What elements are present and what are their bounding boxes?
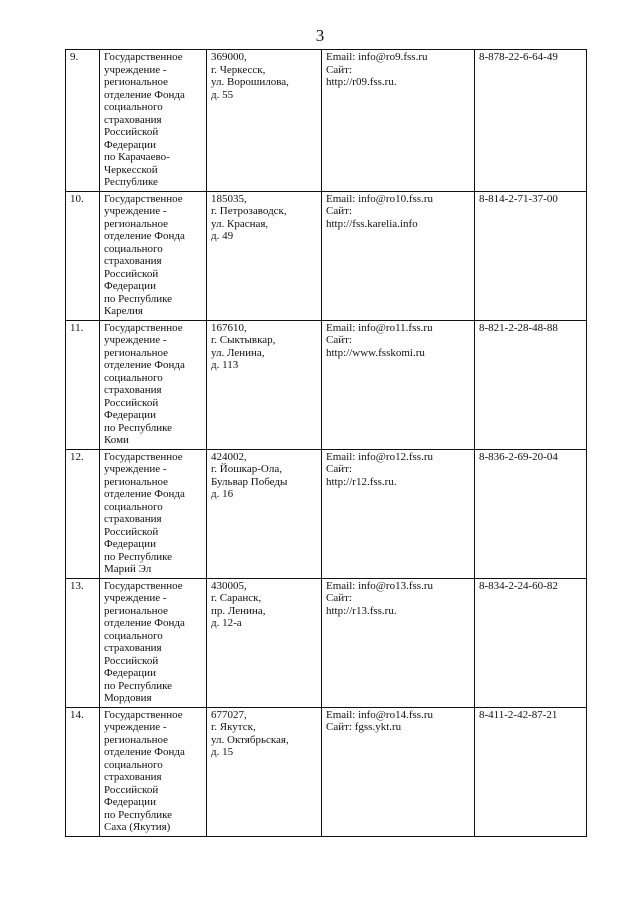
institution-name-cell-line: Саха (Якутия) — [104, 821, 171, 833]
contact-cell-line: Сайт: — [326, 592, 352, 604]
address-cell — [207, 50, 322, 192]
contact-cell-line: Сайт: — [326, 205, 352, 217]
phone-cell: 8-821-2-28-48-88 — [475, 320, 587, 449]
institution-name-cell-line: региональное — [104, 76, 169, 88]
address-cell-line: д. 113 — [211, 359, 239, 371]
contact-cell-line: http://r09.fss.ru. — [326, 76, 397, 88]
address-cell-line: г. Саранск, — [211, 592, 262, 604]
institution-name-cell-line: Государственное — [104, 708, 183, 721]
contact-cell-line: Сайт: fgss.ykt.ru — [326, 721, 402, 733]
table-row — [66, 578, 587, 707]
institution-name-cell-line: страхования — [104, 255, 162, 267]
institution-name-cell-line: по Республике — [104, 679, 173, 692]
contact-cell-line: http://www.fsskomi.ru — [326, 346, 425, 359]
address-cell-line: г. Йошкар-Ола, — [211, 463, 282, 475]
table-row — [66, 320, 587, 449]
address-cell-line: ул. Ворошилова, — [211, 76, 289, 88]
regional-offices-table — [65, 49, 587, 837]
institution-name-cell-line: учреждение - — [104, 334, 167, 346]
institution-name-cell — [100, 578, 207, 707]
contact-cell-line: Email: info@ro10.fss.ru — [326, 192, 433, 205]
institution-name-cell-line: региональное — [104, 604, 169, 617]
address-cell-line: 424002, — [211, 450, 247, 463]
table-row — [66, 50, 587, 192]
phone-cell: 8-834-2-24-60-82 — [475, 578, 587, 707]
institution-name-cell-line: Федерации — [104, 538, 156, 550]
institution-name-cell-line: региональное — [104, 346, 169, 359]
institution-name-cell-line: Государственное — [104, 579, 183, 592]
contact-cell-line: http://fss.karelia.info — [326, 217, 418, 230]
institution-name-cell-line: Российской — [104, 654, 159, 667]
institution-name-cell-line: социального — [104, 629, 163, 642]
address-cell-line: г. Сыктывкар, — [211, 334, 276, 346]
institution-name-cell-line: по Республике — [104, 808, 173, 821]
institution-name-cell-line: социального — [104, 101, 163, 113]
institution-name-cell-line: отделение Фонда — [104, 230, 185, 242]
institution-name-cell-line: по Карачаево- — [104, 151, 170, 163]
address-cell-line: 677027, — [211, 708, 247, 721]
institution-name-cell-line: по Республике — [104, 421, 173, 434]
contact-cell — [322, 707, 475, 836]
page-number: 3 — [315, 26, 325, 45]
table-body — [66, 50, 587, 837]
address-cell — [207, 707, 322, 836]
institution-name-cell — [100, 707, 207, 836]
address-cell-line: пр. Ленина, — [211, 604, 266, 617]
institution-name-cell-line: страхования — [104, 113, 162, 126]
table-row — [66, 449, 587, 578]
institution-name-cell-line: Федерации — [104, 667, 156, 679]
institution-name-cell — [100, 449, 207, 578]
institution-name-cell-line: отделение Фонда — [104, 488, 185, 500]
address-cell-line: г. Черкесск, — [211, 63, 266, 76]
institution-name-cell-line: Федерации — [104, 409, 156, 421]
institution-name-cell-line: отделение Фонда — [104, 617, 185, 629]
institution-name-cell-line: страхования — [104, 384, 162, 396]
address-cell-line: ул. Ленина, — [211, 346, 265, 359]
row-number-cell: 9. — [66, 50, 100, 192]
contact-cell — [322, 320, 475, 449]
address-cell-line: 430005, — [211, 579, 247, 592]
institution-name-cell-line: отделение Фонда — [104, 746, 185, 758]
phone-cell: 8-411-2-42-87-21 — [475, 707, 587, 836]
institution-name-cell-line: Коми — [104, 434, 129, 446]
institution-name-cell-line: Федерации — [104, 796, 156, 808]
institution-name-cell-line: региональное — [104, 733, 169, 746]
contact-cell-line: http://r12.fss.ru. — [326, 475, 397, 488]
institution-name-cell-line: социального — [104, 371, 163, 384]
institution-name-cell-line: страхования — [104, 513, 162, 525]
address-cell — [207, 191, 322, 320]
address-cell — [207, 578, 322, 707]
address-cell-line: г. Петрозаводск, — [211, 205, 287, 217]
institution-name-cell-line: социального — [104, 500, 163, 513]
table-row — [66, 707, 587, 836]
institution-name-cell — [100, 50, 207, 192]
institution-name-cell-line: учреждение - — [104, 63, 167, 76]
institution-name-cell-line: Российской — [104, 267, 159, 280]
institution-name-cell-line: учреждение - — [104, 463, 167, 475]
institution-name-cell-line: Карелия — [104, 305, 143, 317]
address-cell-line: 185035, — [211, 192, 247, 205]
contact-cell-line: Email: info@ro13.fss.ru — [326, 579, 433, 592]
contact-cell-line: Email: info@ro12.fss.ru — [326, 450, 433, 463]
institution-name-cell-line: социального — [104, 758, 163, 771]
address-cell-line: г. Якутск, — [211, 721, 256, 733]
contact-cell — [322, 449, 475, 578]
row-number-cell: 12. — [66, 449, 100, 578]
address-cell-line: 167610, — [211, 321, 247, 334]
phone-cell: 8-836-2-69-20-04 — [475, 449, 587, 578]
contact-cell-line: Email: info@ro14.fss.ru — [326, 708, 433, 721]
institution-name-cell-line: учреждение - — [104, 592, 167, 604]
address-cell-line: д. 15 — [211, 746, 234, 758]
institution-name-cell-line: отделение Фонда — [104, 359, 185, 371]
institution-name-cell-line: Федерации — [104, 280, 156, 292]
address-cell-line: ул. Красная, — [211, 217, 269, 230]
address-cell-line: д. 49 — [211, 230, 234, 242]
contact-cell-line: Сайт: — [326, 463, 352, 475]
contact-cell-line: Email: info@ro9.fss.ru — [326, 51, 428, 63]
contact-cell-line: http://r13.fss.ru. — [326, 604, 397, 617]
address-cell-line: д. 55 — [211, 88, 234, 101]
institution-name-cell-line: региональное — [104, 217, 169, 230]
address-cell-line: ул. Октябрьская, — [211, 733, 289, 746]
contact-cell-line: Сайт: — [326, 334, 352, 346]
address-cell-line: Бульвар Победы — [211, 475, 288, 488]
institution-name-cell-line: региональное — [104, 475, 169, 488]
address-cell — [207, 320, 322, 449]
institution-name-cell-line: Марий Эл — [104, 563, 152, 575]
institution-name-cell-line: Черкесской — [104, 163, 158, 176]
institution-name-cell-line: Российской — [104, 783, 159, 796]
row-number-cell: 11. — [66, 320, 100, 449]
contact-cell — [322, 191, 475, 320]
institution-name-cell-line: учреждение - — [104, 721, 167, 733]
phone-cell: 8-814-2-71-37-00 — [475, 191, 587, 320]
institution-name-cell-line: Российской — [104, 396, 159, 409]
institution-name-cell-line: Федерации — [104, 138, 156, 151]
institution-name-cell-line: по Республике — [104, 292, 173, 305]
row-number-cell: 14. — [66, 707, 100, 836]
institution-name-cell-line: страхования — [104, 771, 162, 783]
institution-name-cell-line: Республике — [104, 176, 158, 188]
institution-name-cell-line: Российской — [104, 126, 159, 138]
institution-name-cell-line: по Республике — [104, 550, 173, 563]
address-cell-line: 369000, — [211, 51, 247, 63]
address-cell — [207, 449, 322, 578]
row-number-cell: 13. — [66, 578, 100, 707]
address-cell-line: д. 12-а — [211, 617, 242, 629]
institution-name-cell-line: социального — [104, 242, 163, 255]
institution-name-cell-line: Государственное — [104, 192, 183, 205]
contact-cell — [322, 578, 475, 707]
contact-cell-line: Сайт: — [326, 63, 352, 76]
row-number-cell: 10. — [66, 191, 100, 320]
institution-name-cell-line: учреждение - — [104, 205, 167, 217]
table-row — [66, 191, 587, 320]
institution-name-cell-line: страхования — [104, 642, 162, 654]
contact-cell — [322, 50, 475, 192]
institution-name-cell — [100, 191, 207, 320]
institution-name-cell-line: Государственное — [104, 450, 183, 463]
contact-cell-line: Email: info@ro11.fss.ru — [326, 321, 433, 334]
phone-cell: 8-878-22-6-64-49 — [475, 50, 587, 192]
institution-name-cell-line: Мордовия — [104, 692, 152, 704]
institution-name-cell-line: отделение Фонда — [104, 88, 185, 101]
institution-name-cell — [100, 320, 207, 449]
address-cell-line: д. 16 — [211, 488, 234, 500]
institution-name-cell-line: Государственное — [104, 51, 183, 63]
institution-name-cell-line: Государственное — [104, 321, 183, 334]
institution-name-cell-line: Российской — [104, 525, 159, 538]
